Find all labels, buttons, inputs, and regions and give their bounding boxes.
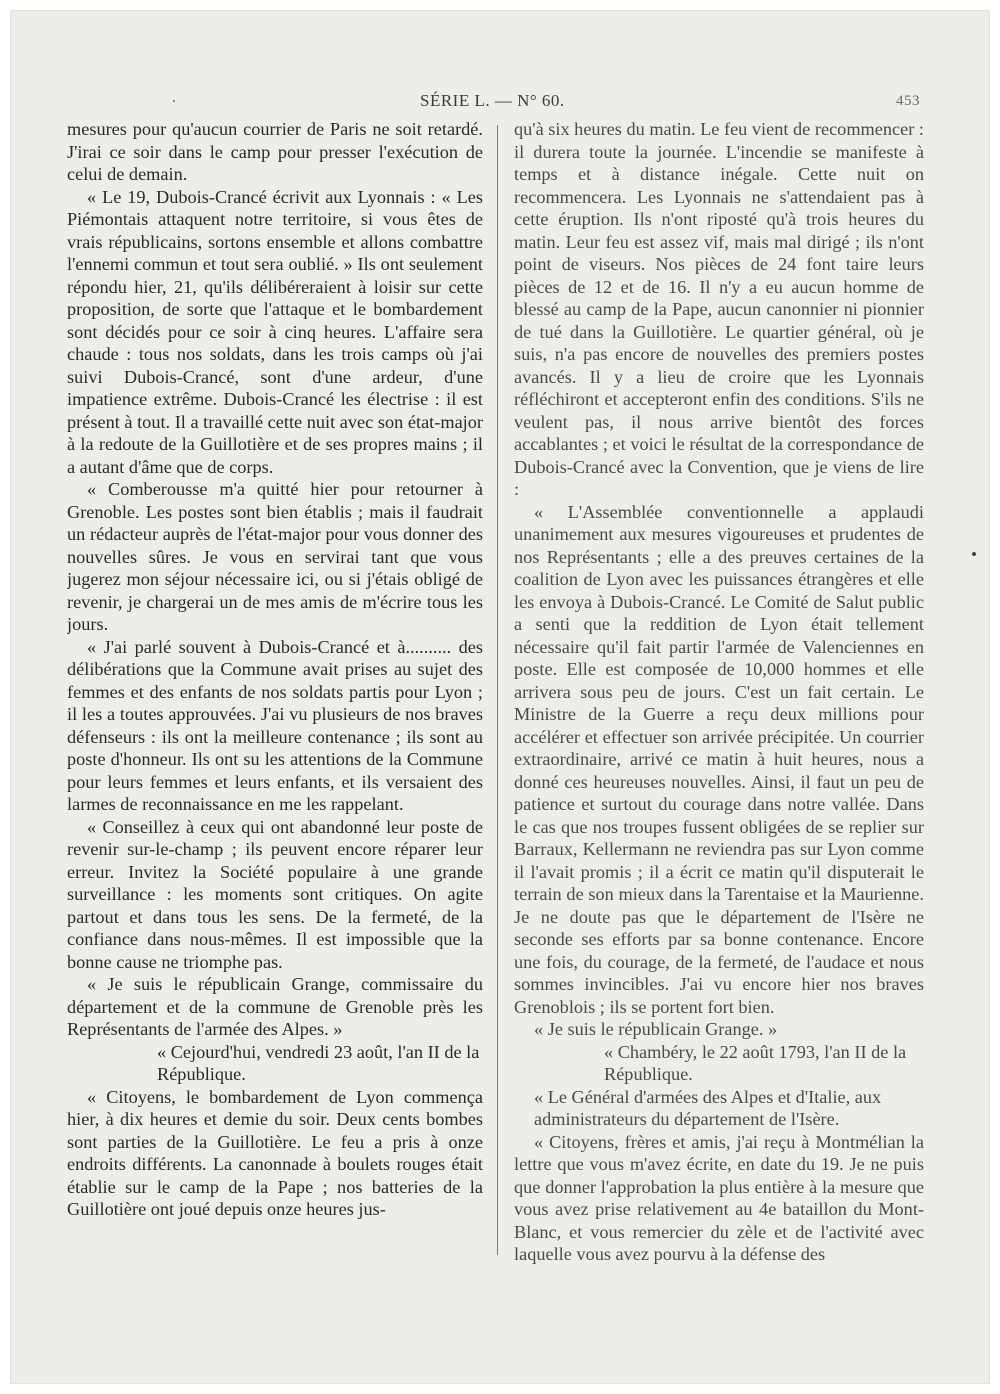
paragraph: « Comberousse m'a quitté hier pour retourner à Grenoble. Les postes sont bien établis ; mais il faudrait un rédacteur auprès de l'état-major pour vous donner des nouvelles sûres. Je vous en servirai tant que vous jugerez mon séjour nécessaire ici, ou si j'étais obligé de revenir, je chargerai un de mes amis de m'écrire tous les jours. — [67, 479, 483, 634]
dateline: « Chambéry, le 22 août 1793, l'an II de la République. — [604, 1041, 907, 1084]
header-mark: . — [172, 89, 177, 106]
series-title: SÉRIE L. — N° 60. — [420, 91, 565, 110]
paragraph: « Le 19, Dubois-Crancé écrivit aux Lyonnais : « Les Piémontais attaquent notre territoire, si vous êtes de vrais républicains, sortons ensemble et allons combattre l'ennemi commun et tout sera oublié. » Ils ont seulement répondu hier, 21, qu'ils délibéreraient à loisir sur cette proposition, de sorte que l'attaque et le bombardement sont décidés pour ce soir à cinq heures. L'affaire sera chaude : tous nos soldats, dans les trois camps où j'ai suivi Dubois-Crancé, sont d'une ardeur, d'une impatience extrême. Dubois-Crancé les électrise : il est présent à tout. Il a travaillé cette nuit avec son état-major à la redoute de la Guillotière et de ses propres mains ; il a autant d'âme que de corps. — [67, 186, 483, 477]
paragraph: qu'à six heures du matin. Le feu vient de recommencer : il durera toute la journée. L'incendie se manifeste à temps et à distance inégale. Cette nuit on recommencera. Les Lyonnais ne s'attendaient pas à cette éruption. Ils n'ont riposté qu'à trois heures du matin. Leur feu est assez vif, mais mal dirigé ; ils n'ont point de viseurs. Nos pièces de 24 font taire leurs pièces de 12 et de 16. Il n'y a eu aucun homme de blessé au camp de la Pape, aucun canonnier ni pionnier de tué dans la Guillotière. Le quartier général, où je suis, n'a pas encore de nouvelles des premiers postes avancés. Il y a lieu de croire que les Lyonnais réfléchiront et accepteront enfin des conditions. S'ils ne veulent pas, il nous arrive bientôt des forces accablantes ; et voici le résultat de la correspondance de Dubois-Crancé avec la Convention, que je viens de lire : — [514, 119, 924, 499]
paragraph: « Citoyens, frères et amis, j'ai reçu à Montmélian la lettre que vous m'avez écrite, en date du 19. Je ne puis que donner l'approbation la plus entière à la mesure que vous avez prise relativement au 4e bataillon du Mont-Blanc, et vous remercier du zèle et de l'activité avec laquelle vous avez pourvu à la défense des — [514, 1131, 924, 1264]
paragraph: « Conseillez à ceux qui ont abandonné leur poste de revenir sur-le-champ ; ils peuvent encore réparer leur erreur. Invitez la Société populaire à une grande surveillance : les moments sont critiques. On agite partout et dans tous les sens. De la fermeté, de la confiance dans nous-mêmes. Il est impossible que la bonne cause ne triomphe pas. — [67, 816, 483, 972]
paragraph: « Je suis le républicain Grange, commissaire du département et de la commune de Grenoble près les Représentants de l'armée des Alpes. » — [67, 974, 483, 1039]
page-number: 453 — [896, 93, 920, 109]
ink-speck — [972, 552, 976, 556]
running-header — [0, 91, 1000, 115]
column-divider — [497, 125, 498, 1255]
left-column — [67, 118, 483, 1378]
dateline: « Cejourd'hui, vendredi 23 août, l'an II de la République. — [157, 1041, 480, 1084]
addressee: « Le Général d'armées des Alpes et d'Italie, aux administrateurs du département de l'Isère. — [534, 1086, 882, 1129]
paragraph: mesures pour qu'aucun courrier de Paris ne soit retardé. J'irai ce soir dans le camp pour presser l'exécution de celui de demain. — [67, 119, 483, 184]
paragraph: « J'ai parlé souvent à Dubois-Crancé et à.......... des délibérations que la Commune avait prises au sujet des femmes et des enfants de nos soldats partis pour Lyon ; il les a toutes approuvées. J'ai vu plusieurs de nos braves défenseurs : ils ont la meilleure contenance ; ils sont au poste d'honneur. Ils ont su les attentions de la Commune pour leurs femmes et leurs enfants, et ils versaient des larmes de reconnaissance en me les rappelant. — [67, 636, 483, 814]
paragraph: « Citoyens, le bombardement de Lyon commença hier, à dix heures et demie du soir. Deux cents bombes sont parties de la Guillotière. Le feu a pris à onze endroits différents. La canonnade à boulets rouges était établie sur le camp de la Pape ; nos batteries de la Guillotière ont joué depuis onze heures jus- — [67, 1086, 483, 1219]
right-column — [514, 118, 924, 1378]
paragraph: « L'Assemblée conventionnelle a applaudi unanimement aux mesures vigoureuses et prudentes de nos Représentants ; elle a des preuves certaines de la coalition de Lyon avec les puissances étrangères et elle les envoya à Dubois-Crancé. Le Comité de Salut public a senti que la reddition de Lyon était tellement nécessaire qu'il fait partir l'armée de Valenciennes en poste. Elle est composée de 10,000 hommes et elle arrivera sous peu de jours. C'est un fait certain. Le Ministre de la Guerre a reçu deux millions pour accélérer et effectuer son arrivée précipitée. Un courrier extraordinaire, arrivé ce matin à huit heures, nous a donné ces heureuses nouvelles. Ainsi, il faut un peu de patience et surtout du courage dans notre vallée. Dans le cas que nos troupes fussent obligées de se replier sur Barraux, Kellermann ne reviendra pas sur Lyon comme il l'avait promis ; il a écrit ce matin qu'il disputerait le terrain de son mieux dans la Tarentaise et la Maurienne. Je ne doute pas que le département de l'Isère ne seconde ses efforts par sa bonne contenance. Encore une fois, du courage, de la fermeté, de l'audace et nous sommes invincibles. J'ai vu encore hier nos braves Grenoblois ; ils se portent fort bien. — [514, 501, 924, 1017]
signature-line: « Je suis le républicain Grange. » — [534, 1019, 778, 1039]
